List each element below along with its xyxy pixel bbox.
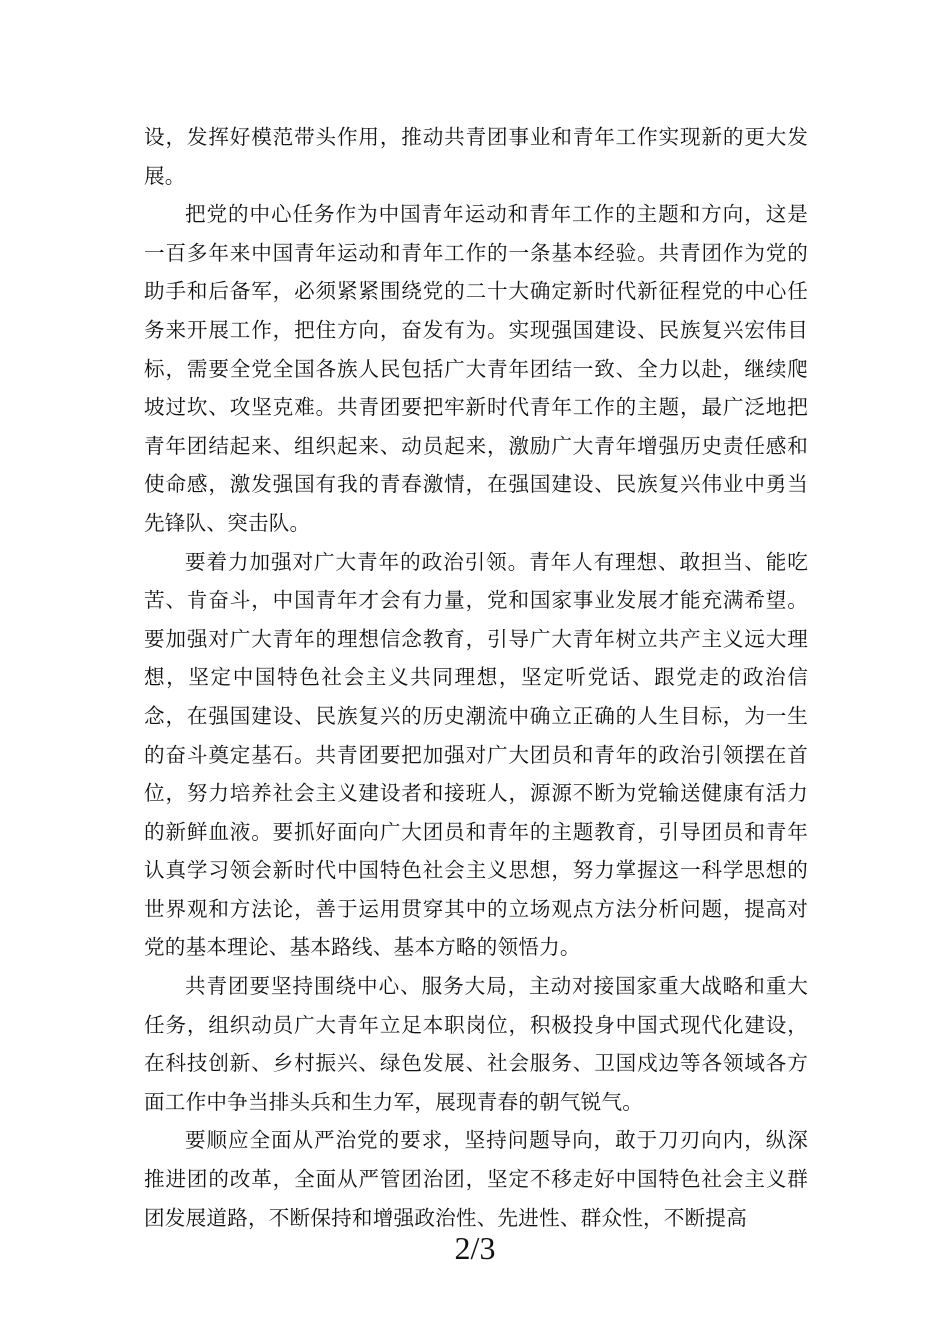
- paragraph-4: 共青团要坚持围绕中心、服务大局，主动对接国家重大战略和重大任务，组织动员广大青年立足本职岗位，积极投身中国式现代化建设，在科技创新、乡村振兴、绿色发展、社会服务、卫国戍边等各领域各方面工作中争当排头兵和生力军，展现青春的朝气锐气。: [144, 974, 808, 1114]
- paragraph-2: 把党的中心任务作为中国青年运动和青年工作的主题和方向，这是一百多年来中国青年运动和青年工作的一条基本经验。共青团作为党的助手和后备军，必须紧紧围绕党的二十大确定新时代新征程党的中心任务来开展工作，把住方向，奋发有为。实现强国建设、民族复兴宏伟目标，需要全党全国各族人民包括广大青年团结一致、全力以赴，继续爬坡过坎、攻坚克难。共青团要把牢新时代青年工作的主题，最广泛地把青年团结起来、组织起来、动员起来，激励广大青年增强历史责任感和使命感，激发强国有我的青春激情，在强国建设、民族复兴伟业中勇当先锋队、突击队。: [144, 202, 808, 535]
- paragraph-3: 要着力加强对广大青年的政治引领。青年人有理想、敢担当、能吃苦、肯奋斗，中国青年才会有力量，党和国家事业发展才能充满希望。要加强对广大青年的理想信念教育，引导广大青年树立共产主义远大理想，坚定中国特色社会主义共同理想，坚定听党话、跟党走的政治信念，在强国建设、民族复兴的历史潮流中确立正确的人生目标，为一生的奋斗奠定基石。共青团要把加强对广大团员和青年的政治引领摆在首位，努力培养社会主义建设者和接班人，源源不断为党输送健康有活力的新鲜血液。要抓好面向广大团员和青年的主题教育，引导团员和青年认真学习领会新时代中国特色社会主义思想，努力掌握这一科学思想的世界观和方法论，善于运用贯穿其中的立场观点方法分析问题，提高对党的基本理论、基本路线、基本方略的领悟力。: [144, 549, 808, 960]
- document-body: [144, 118, 808, 1237]
- paragraph-1: 设，发挥好模范带头作用，推动共青团事业和青年工作实现新的更大发展。: [144, 125, 808, 188]
- paragraph-5: 要顺应全面从严治党的要求，坚持问题导向，敢于刀刃向内，纵深推进团的改革，全面从严管团治团，坚定不移走好中国特色社会主义群团发展道路，不断保持和增强政治性、先进性、群众性，不断提高: [144, 1128, 808, 1230]
- page-number: 2/3: [454, 1230, 496, 1266]
